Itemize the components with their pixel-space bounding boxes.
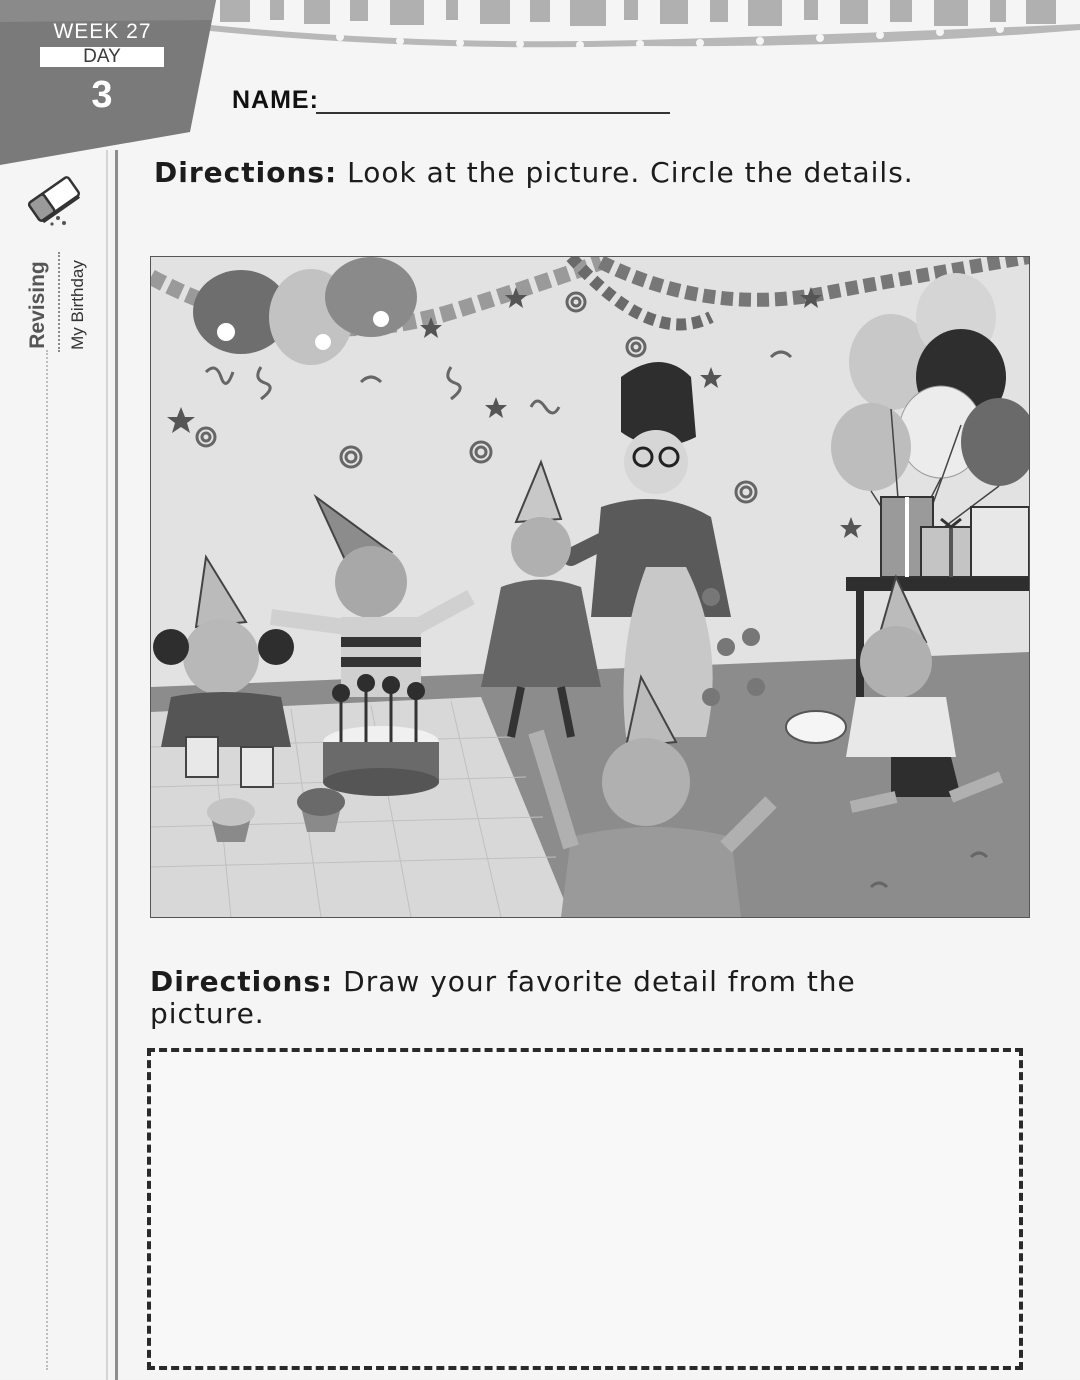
day-number: 3 — [91, 74, 113, 116]
directions-label: Directions: — [154, 156, 338, 189]
name-field-line[interactable] — [316, 112, 670, 114]
topic-label: My Birthday — [68, 260, 87, 350]
week-day-tab — [0, 0, 230, 165]
drawing-area[interactable] — [147, 1048, 1023, 1370]
side-rule — [115, 150, 118, 1380]
side-rule-light — [106, 150, 108, 1380]
day-label: DAY — [40, 47, 164, 67]
birthday-party-illustration[interactable] — [150, 256, 1030, 918]
directions-circle — [154, 157, 1054, 189]
directions-text: Look at the picture. Circle the details. — [347, 156, 914, 189]
skill-divider — [58, 252, 60, 352]
directions-draw — [150, 966, 910, 1030]
directions-label: Directions: — [150, 965, 334, 998]
week-label: WEEK 27 — [53, 20, 152, 43]
directions-text: Draw your favorite detail from the picture. — [150, 965, 856, 1030]
eraser-icon — [22, 168, 86, 230]
dotted-margin — [46, 350, 48, 1370]
skill-label: Revising — [26, 261, 49, 349]
top-banner — [200, 0, 1080, 60]
name-label: NAME: — [232, 86, 319, 114]
